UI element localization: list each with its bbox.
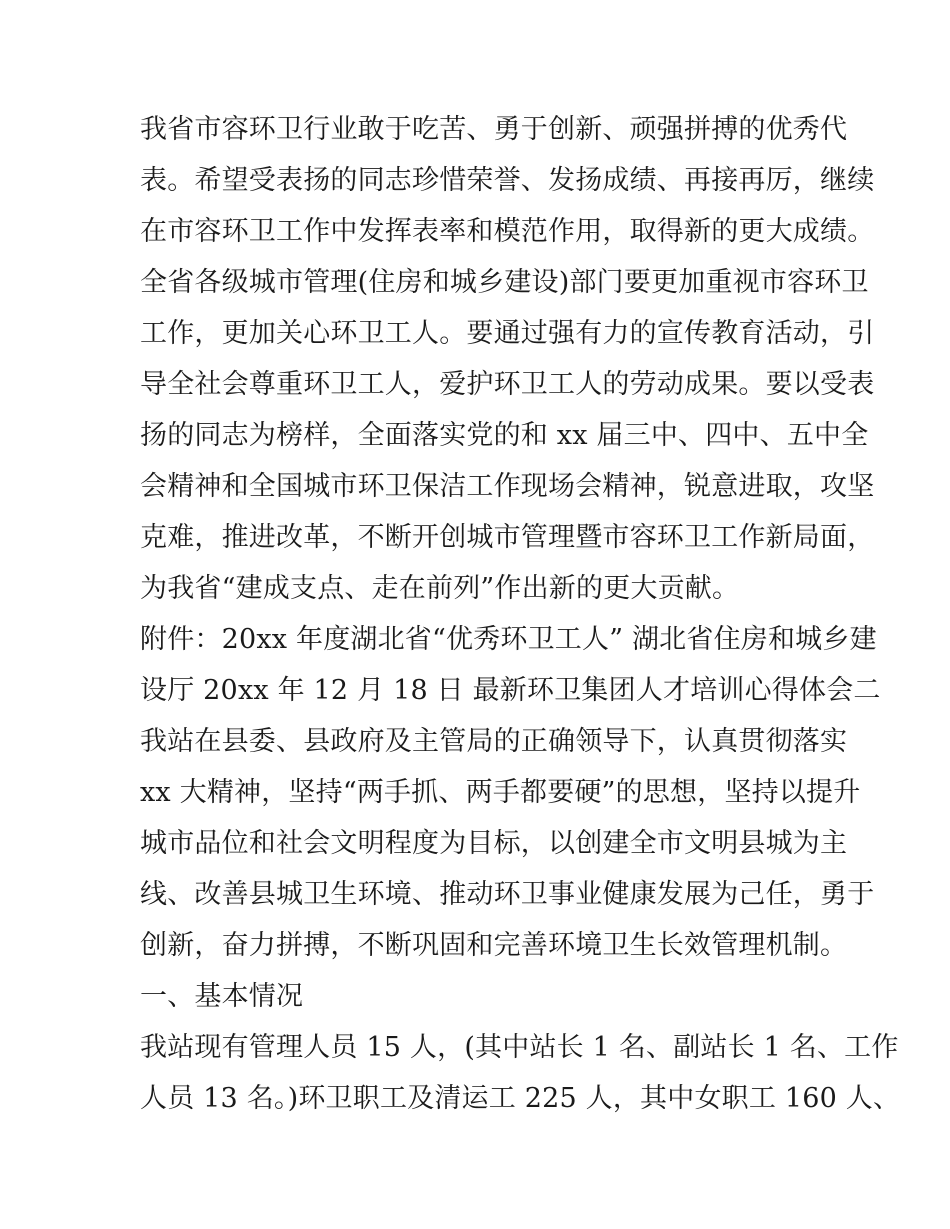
- text-line: 我站在县委、县政府及主管局的正确领导下，认真贯彻落实: [140, 726, 848, 757]
- text-line: 设厅 20xx 年 12 月 18 日 最新环卫集团人才培训心得体会二: [140, 675, 881, 706]
- text-line: 在市容环卫工作中发挥表率和模范作用，取得新的更大成绩。: [140, 216, 875, 247]
- text-line: 导全社会尊重环卫工人，爱护环卫工人的劳动成果。要以受表: [140, 369, 875, 400]
- text-line: 人员 13 名。)环卫职工及清运工 225 人，其中女职工 160 人、: [140, 1083, 901, 1114]
- text-line: 全省各级城市管理(住房和城乡建设)部门要更加重视市容环卫: [140, 267, 869, 298]
- text-line: 线、改善县城卫生环境、推动环卫事业健康发展为己任，勇于: [140, 879, 875, 910]
- section-heading: 一、基本情况: [140, 981, 304, 1012]
- text-line: xx 大精神，坚持“两手抓、两手都要硬”的思想，坚持以提升: [140, 777, 861, 808]
- body-text: [140, 104, 901, 1124]
- text-line: 创新，奋力拼搏，不断巩固和完善环境卫生长效管理机制。: [140, 930, 848, 961]
- text-line: 工作，更加关心环卫工人。要通过强有力的宣传教育活动，引: [140, 318, 875, 349]
- text-line: 扬的同志为榜样，全面落实党的和 xx 届三中、四中、五中全: [140, 420, 869, 451]
- text-line: 我省市容环卫行业敢于吃苦、勇于创新、顽强拼搏的优秀代: [140, 114, 848, 145]
- text-line: 表。希望受表扬的同志珍惜荣誉、发扬成绩、再接再厉，继续: [140, 165, 875, 196]
- text-line: 我站现有管理人员 15 人，(其中站长 1 名、副站长 1 名、工作: [140, 1032, 899, 1063]
- text-line: 会精神和全国城市环卫保洁工作现场会精神，锐意进取，攻坚: [140, 471, 875, 502]
- text-line: 城市品位和社会文明程度为目标，以创建全市文明县城为主: [140, 828, 848, 859]
- text-line: 克难，推进改革，不断开创城市管理暨市容环卫工作新局面，: [140, 522, 875, 553]
- text-line: 附件：20xx 年度湖北省“优秀环卫工人” 湖北省住房和城乡建: [140, 624, 877, 655]
- text-line: 为我省“建成支点、走在前列”作出新的更大贡献。: [140, 573, 740, 604]
